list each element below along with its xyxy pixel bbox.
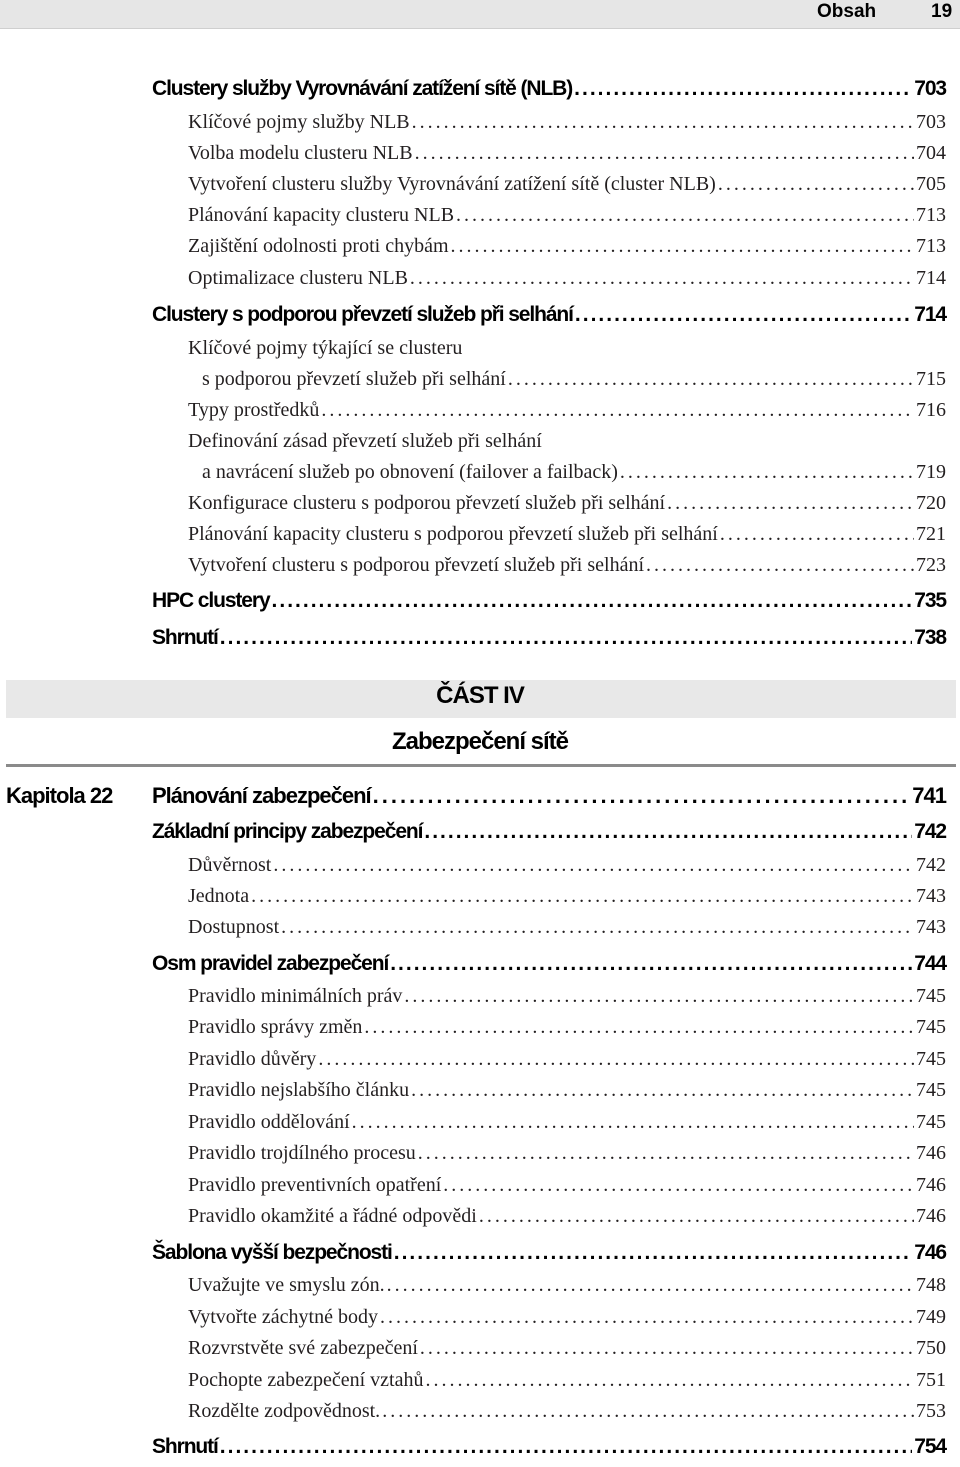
page-number: 748 — [916, 1274, 946, 1296]
toc-section-summary[interactable] — [152, 1435, 946, 1467]
entry-title: Dostupnost — [188, 916, 280, 938]
page-number: 744 — [914, 952, 946, 975]
toc-section-hpc[interactable] — [152, 589, 946, 621]
page-number: 749 — [916, 1306, 946, 1328]
page-number: 742 — [914, 820, 946, 843]
page-number: 742 — [916, 854, 946, 876]
entry-title: Plánování kapacity clusteru s podporou převzetí služeb při selhání — [188, 523, 718, 545]
entry-title: Pravidlo preventivních opatření — [188, 1174, 442, 1196]
dot-leader — [456, 204, 914, 227]
entry-title: Uvažujte ve smyslu zón. — [188, 1274, 385, 1296]
toc-section-failover[interactable] — [152, 303, 946, 335]
toc-entry[interactable] — [188, 1174, 946, 1206]
page-number: 754 — [914, 1435, 946, 1458]
entry-title: Důvěrnost — [188, 854, 272, 876]
page-number: 746 — [916, 1205, 946, 1227]
page-number: 746 — [916, 1142, 946, 1164]
section-title: Clustery služby Vyrovnávání zatížení sítě (NLB) — [152, 77, 573, 100]
entry-title: Vytvoření clusteru s podporou převzetí služeb při selhání — [188, 554, 644, 576]
dot-leader — [574, 77, 912, 101]
toc-entry[interactable] — [188, 1142, 946, 1174]
toc-entry[interactable] — [188, 885, 946, 917]
dot-leader — [420, 1337, 914, 1360]
dot-leader — [272, 589, 913, 613]
entry-title: Pravidlo důvěry — [188, 1048, 317, 1070]
toc-entry[interactable] — [188, 1016, 946, 1048]
page-number: 745 — [916, 1016, 946, 1038]
dot-leader — [425, 1369, 914, 1392]
entry-title: Pravidlo správy změn — [188, 1016, 363, 1038]
toc-chapter-22[interactable] — [6, 783, 946, 809]
dot-leader — [479, 1205, 914, 1228]
section-title: Šablona vyšší bezpečnosti — [152, 1241, 392, 1264]
page-number: 745 — [916, 1079, 946, 1101]
toc-section-template[interactable] — [152, 1241, 946, 1273]
entry-title: Pravidlo nejslabšího článku — [188, 1079, 410, 1101]
dot-leader — [415, 142, 914, 165]
toc-entry[interactable] — [188, 142, 946, 174]
dot-leader — [394, 1241, 912, 1265]
entry-title: Pravidlo minimálních práv — [188, 985, 403, 1007]
dot-leader — [373, 783, 911, 809]
section-title: Shrnutí — [152, 1435, 218, 1458]
dot-leader — [390, 952, 912, 976]
dot-leader — [404, 985, 914, 1008]
page-number: 716 — [916, 399, 946, 421]
page-number: 713 — [916, 235, 946, 257]
toc-entry[interactable] — [188, 235, 946, 267]
page-number: 743 — [916, 885, 946, 907]
entry-title: Pravidlo trojdílného procesu — [188, 1142, 416, 1164]
dot-leader — [220, 1435, 912, 1459]
entry-title: Rozdělte zodpovědnost. — [188, 1400, 381, 1422]
page-number: 715 — [916, 368, 946, 390]
dot-leader — [718, 173, 914, 196]
entry-title-line2: a navrácení služeb po obnovení (failover a failback) — [202, 461, 618, 483]
header-page-number: 19 — [931, 1, 953, 22]
section-title: Osm pravidel zabezpečení — [152, 952, 389, 975]
toc-entry[interactable] — [188, 1205, 946, 1237]
toc-entry[interactable] — [188, 554, 946, 586]
toc-entry[interactable] — [202, 461, 946, 493]
page-number: 714 — [914, 303, 946, 326]
toc-entry[interactable] — [188, 1306, 946, 1338]
page-number: 745 — [916, 1048, 946, 1070]
entry-title-line1: Definování zásad převzetí služeb při selhání — [188, 430, 542, 452]
dot-leader — [251, 885, 914, 908]
entry-title: Zajištění odolnosti proti chybám — [188, 235, 449, 257]
section-title: Clustery s podporou převzetí služeb při selhání — [152, 303, 573, 326]
toc-entry[interactable] — [188, 111, 946, 143]
part-number: ČÁST IV — [436, 682, 524, 709]
page-number: 745 — [916, 1111, 946, 1133]
page-number: 746 — [916, 1174, 946, 1196]
dot-leader — [321, 399, 914, 422]
toc-entry[interactable] — [188, 1111, 946, 1143]
section-title: Shrnutí — [152, 626, 218, 649]
toc-section-summary[interactable] — [152, 626, 946, 658]
dot-leader — [281, 916, 914, 939]
toc-entry[interactable] — [188, 173, 946, 205]
dot-leader — [273, 854, 914, 877]
page-number: 738 — [914, 626, 946, 649]
toc-entry[interactable] — [202, 368, 946, 400]
entry-title: Pravidlo oddělování — [188, 1111, 350, 1133]
entry-title: Jednota — [188, 885, 250, 907]
entry-title: Konfigurace clusteru s podporou převzetí služeb při selhání — [188, 492, 666, 514]
header-section: Obsah — [817, 1, 877, 22]
toc-section-nlb[interactable] — [152, 77, 946, 109]
dot-leader — [387, 1274, 914, 1297]
dot-leader — [318, 1048, 914, 1071]
dot-leader — [364, 1016, 914, 1039]
entry-title: Volba modelu clusteru NLB — [188, 142, 413, 164]
toc-entry[interactable] — [188, 1274, 946, 1306]
part-title: Zabezpečení sítě — [391, 728, 569, 755]
dot-leader — [411, 1079, 914, 1102]
toc-entry[interactable] — [188, 1369, 946, 1401]
page-number: 705 — [916, 173, 946, 195]
page-number: 723 — [916, 554, 946, 576]
toc-entry[interactable] — [188, 492, 946, 524]
dot-leader — [382, 1400, 914, 1423]
page-number: 719 — [916, 461, 946, 483]
toc-section-principles[interactable] — [152, 820, 946, 852]
dot-leader — [443, 1174, 914, 1197]
page-number: 741 — [912, 783, 946, 808]
entry-title-line1: Klíčové pojmy týkající se clusteru — [188, 337, 463, 359]
entry-title: Vytvořte záchytné body — [188, 1306, 378, 1328]
page-number: 745 — [916, 985, 946, 1007]
divider — [6, 764, 956, 767]
running-header — [0, 0, 960, 29]
toc-entry[interactable] — [188, 399, 946, 431]
section-title: HPC clustery — [152, 589, 270, 612]
entry-title: Vytvoření clusteru služby Vyrovnávání zatížení sítě (cluster NLB) — [188, 173, 716, 195]
entry-title-line2: s podporou převzetí služeb při selhání — [202, 368, 506, 390]
page-number: 746 — [914, 1241, 946, 1264]
dot-leader — [646, 554, 914, 577]
entry-title: Pravidlo okamžité a řádné odpovědi — [188, 1205, 477, 1227]
entry-title: Rozvrstvěte své zabezpečení — [188, 1337, 418, 1359]
dot-leader — [380, 1306, 914, 1329]
toc-section-rules[interactable] — [152, 952, 946, 984]
dot-leader — [620, 461, 914, 484]
entry-title: Klíčové pojmy služby NLB — [188, 111, 410, 133]
dot-leader — [424, 820, 912, 844]
page-number: 714 — [916, 267, 946, 289]
page-number: 721 — [916, 523, 946, 545]
dot-leader — [418, 1142, 914, 1165]
entry-title: Pochopte zabezpečení vztahů — [188, 1369, 424, 1391]
dot-leader — [451, 235, 914, 258]
chapter-title: Plánování zabezpečení — [152, 783, 371, 808]
dot-leader — [352, 1111, 914, 1134]
dot-leader — [412, 111, 914, 134]
section-title: Základní principy zabezpečení — [152, 820, 423, 843]
toc-entry[interactable] — [188, 523, 946, 555]
page-number: 751 — [916, 1369, 946, 1391]
page-number: 704 — [916, 142, 946, 164]
dot-leader — [220, 626, 912, 650]
toc-entry[interactable] — [188, 267, 946, 299]
toc-entry[interactable] — [188, 1400, 946, 1432]
page-number: 703 — [916, 111, 946, 133]
toc-entry[interactable] — [188, 985, 946, 1017]
toc-entry[interactable] — [188, 916, 946, 948]
toc-entry[interactable] — [188, 1337, 946, 1369]
dot-leader — [667, 492, 914, 515]
dot-leader — [720, 523, 914, 546]
toc-entry[interactable] — [188, 1048, 946, 1080]
dot-leader — [575, 303, 912, 327]
page-number: 750 — [916, 1337, 946, 1359]
toc-entry[interactable] — [188, 204, 946, 236]
page-number: 713 — [916, 204, 946, 226]
chapter-prefix: Kapitola 22 — [6, 783, 113, 808]
page-number: 735 — [914, 589, 946, 612]
toc-entry[interactable] — [188, 1079, 946, 1111]
dot-leader — [508, 368, 914, 391]
page-number: 703 — [914, 77, 946, 100]
entry-title: Optimalizace clusteru NLB — [188, 267, 408, 289]
page-number: 753 — [916, 1400, 946, 1422]
entry-title: Plánování kapacity clusteru NLB — [188, 204, 455, 226]
page-number: 720 — [916, 492, 946, 514]
toc-entry[interactable] — [188, 854, 946, 886]
page-number: 743 — [916, 916, 946, 938]
entry-title: Typy prostředků — [188, 399, 320, 421]
dot-leader — [410, 267, 914, 290]
